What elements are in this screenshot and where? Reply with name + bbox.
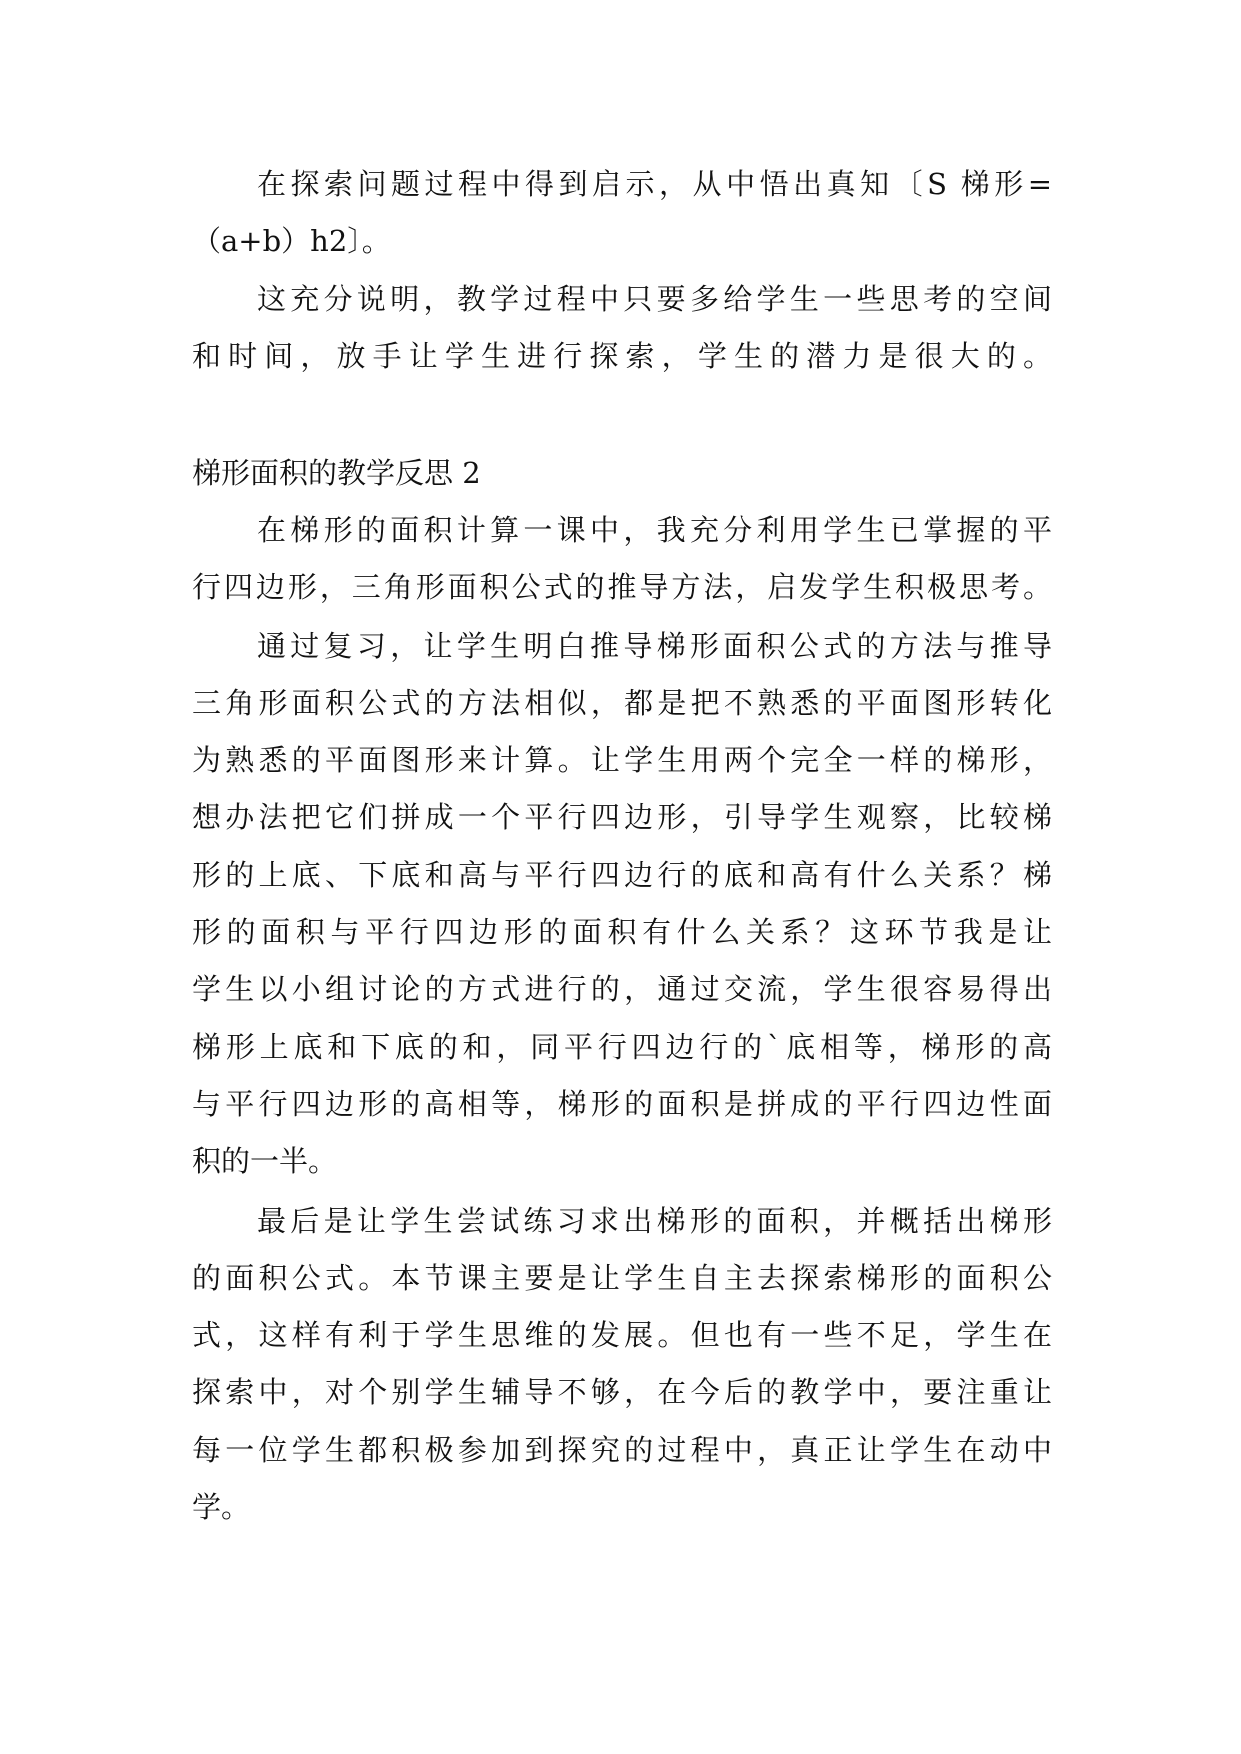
section-paragraph-2-line-7: 学生以小组讨论的方式进行的，通过交流，学生很容易得出 [192,972,1052,1006]
paragraph-1-line-1: 在探索问题过程中得到启示，从中悟出真知〔S 梯形= [257,167,1052,201]
section-paragraph-2-line-10: 积的一半。 [192,1144,338,1178]
section-paragraph-3-line-2: 的面积公式。本节课主要是让学生自主去探索梯形的面积公 [192,1261,1052,1295]
section-title: 梯形面积的教学反思 2 [192,456,481,490]
section-paragraph-2-line-3: 为熟悉的平面图形来计算。让学生用两个完全一样的梯形， [192,743,1052,777]
section-paragraph-2-line-5: 形的上底、下底和高与平行四边行的底和高有什么关系？梯 [192,858,1052,892]
section-paragraph-3-line-6: 学。 [192,1490,251,1524]
section-paragraph-3-line-5: 每一位学生都积极参加到探究的过程中，真正让学生在动中 [192,1433,1052,1467]
paragraph-2-line-1: 这充分说明，教学过程中只要多给学生一些思考的空间 [257,282,1052,316]
section-paragraph-2-line-6: 形的面积与平行四边形的面积有什么关系？这环节我是让 [192,915,1052,949]
section-paragraph-3-line-4: 探索中，对个别学生辅导不够，在今后的教学中，要注重让 [192,1375,1052,1409]
section-paragraph-2-line-1: 通过复习，让学生明白推导梯形面积公式的方法与推导 [257,629,1052,663]
section-paragraph-2-line-2: 三角形面积公式的方法相似，都是把不熟悉的平面图形转化 [192,686,1052,720]
section-paragraph-2-line-8: 梯形上底和下底的和，同平行四边行的`底相等，梯形的高 [192,1030,1052,1064]
section-paragraph-3-line-3: 式，这样有利于学生思维的发展。但也有一些不足，学生在 [192,1318,1052,1352]
section-paragraph-1-line-1: 在梯形的面积计算一课中，我充分利用学生已掌握的平 [257,513,1052,547]
paragraph-2-line-2: 和时间，放手让学生进行探索，学生的潜力是很大的。 [192,339,1052,373]
section-paragraph-2-line-4: 想办法把它们拼成一个平行四边形，引导学生观察，比较梯 [192,800,1052,834]
section-paragraph-2-line-9: 与平行四边形的高相等，梯形的面积是拼成的平行四边性面 [192,1087,1052,1121]
section-paragraph-3-line-1: 最后是让学生尝试练习求出梯形的面积，并概括出梯形 [257,1204,1052,1238]
section-paragraph-1-line-2: 行四边形，三角形面积公式的推导方法，启发学生积极思考。 [192,570,1052,604]
paragraph-1-line-2: （a+b）h2〕。 [192,224,391,258]
